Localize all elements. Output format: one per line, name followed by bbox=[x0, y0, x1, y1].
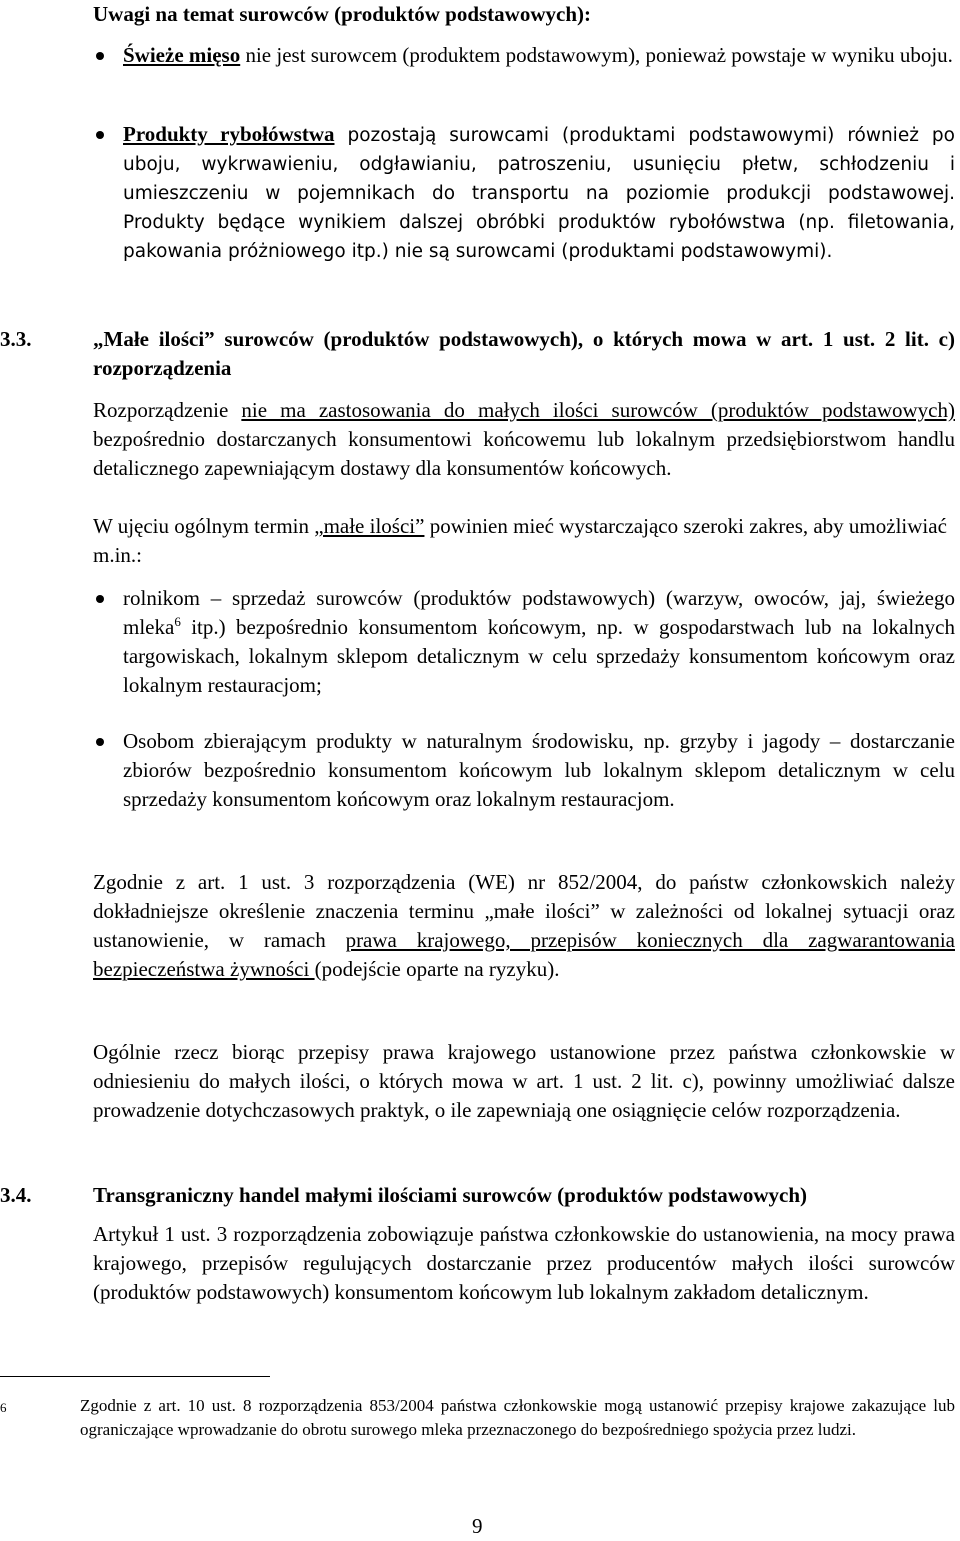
term-fishery-products: Produkty rybołówstwa bbox=[123, 122, 335, 146]
bullet-fishery-products: Produkty rybołówstwa pozostają surowcami (produktami podstawowymi) również po uboju, wykrwawieniu, odgławianiu, patroszeniu, usunięciu płetw, schłodzeniu i umieszczeniu w pojemnikach do transportu na poziomie produkcji podstawowej. Produkty będące wynikiem dalszej obróbki produktów rybołówstwa (np. filetowania, pakowania próżniowego itp.) nie są surowcami (produktami podstawowymi). bbox=[123, 120, 955, 266]
bullet-farmers: rolnikom – sprzedaż surowców (produktów podstawowych) (warzyw, owoców, jaj, świeżego mleka$^6$ itp.) bezpośrednio konsumentom końcowym, np. w gospodarstwach lub na lokalnych targowiskach, lokalnym sklepom detalicznym w celu sprzedaży konsumentom końcowym oraz lokalnym restauracjom; bbox=[123, 584, 955, 700]
section-title-3-3: „Małe ilości” surowców (produktów podstawowych), o których mowa w art. 1 ust. 2 lit. c) rozporządzenia bbox=[93, 327, 955, 380]
page-heading: Uwagi na temat surowców (produktów podstawowych): bbox=[93, 2, 591, 26]
footnote-text: Zgodnie z art. 10 ust. 8 rozporządzenia 853/2004 państwa członkowskie mogą ustanowić przepisy krajowe zakazujące lub ograniczające wprowadzanie do obrotu surowego mleka przeznaczonego do bezpośredniego spożycia przez ludzi. bbox=[80, 1396, 955, 1439]
section-title-3-4: Transgraniczny handel małymi ilościami surowców (produktów podstawowych) bbox=[93, 1183, 808, 1207]
term-fresh-meat: Świeże mięso bbox=[123, 43, 241, 67]
bullet-icon bbox=[96, 738, 104, 746]
footnote-separator bbox=[0, 1376, 270, 1377]
paragraph-small-quantities-term: W ujęciu ogólnym termin „małe ilości” powinien mieć wystarczająco szeroki zakres, aby umożliwiać m.in.: bbox=[93, 514, 947, 567]
page-number: 9 bbox=[472, 1514, 483, 1538]
bullet-gatherers: Osobom zbierającym produkty w naturalnym środowisku, np. grzyby i jagody – dostarczanie zbiorów bezpośrednio konsumentom końcowym lub lokalnym sklepom detalicznym w celu sprzedaży konsumentom końcowym oraz lokalnym restauracjom. bbox=[123, 727, 955, 814]
footnote-number: 6 bbox=[0, 1400, 7, 1415]
bullet-icon bbox=[96, 595, 104, 603]
bullet-icon bbox=[96, 131, 104, 139]
paragraph-cross-border: Artykuł 1 ust. 3 rozporządzenia zobowiązuje państwa członkowskie do ustanowienia, na mocy prawa krajowego, przepisów regulujących dostarczanie przez producentów małych ilości surowców (produktów podstawowych) konsumentom końcowym lub lokalnym zakładom detalicznym. bbox=[93, 1222, 955, 1304]
paragraph-national-law: Ogólnie rzecz biorąc przepisy prawa krajowego ustanowione przez państwa członkowskie w odniesieniu do małych ilości, o których mowa w art. 1 ust. 2 lit. c), powinny umożliwiać dalsze prowadzenie dotychczasowych praktyk, o ile zapewniają one osiągnięcie celów rozporządzenia. bbox=[93, 1040, 955, 1122]
bullet-icon bbox=[96, 52, 104, 60]
bullet-fresh-meat: Świeże mięso nie jest surowcem (produktem podstawowym), ponieważ powstaje w wyniku uboju. bbox=[123, 41, 955, 70]
section-number-3-3: 3.3. bbox=[0, 327, 32, 351]
footnote-reference[interactable]: 6 bbox=[174, 614, 181, 629]
section-number-3-4: 3.4. bbox=[0, 1183, 32, 1207]
paragraph-member-states: Zgodnie z art. 1 ust. 3 rozporządzenia (WE) nr 852/2004, do państw członkowskich należy dokładniejsze określenie znaczenia terminu „małe ilości” w zależności od lokalnej sytuacji oraz ustanowienie, w ramach prawa krajowego, przepisów koniecznych dla zagwarantowania bezpieczeństwa żywności (podejście oparte na ryzyku). bbox=[93, 870, 955, 981]
paragraph-small-quantities-scope: Rozporządzenie nie ma zastosowania do małych ilości surowców (produktów podstawowych) bezpośrednio dostarczanych konsumentowi końcowemu lub lokalnym przedsiębiorstwom handlu detalicznego zapewniającym dostawy dla konsumentów końcowych. bbox=[93, 398, 955, 480]
